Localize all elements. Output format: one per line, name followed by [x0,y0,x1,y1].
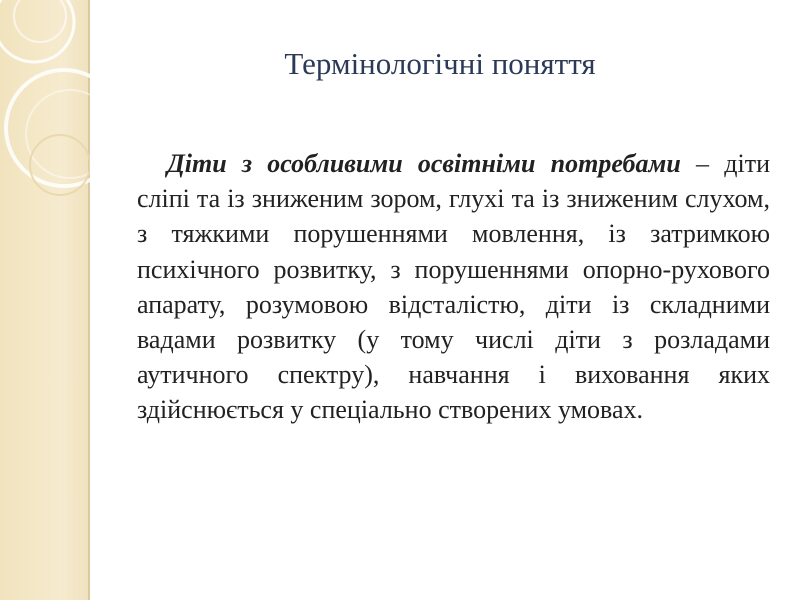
ring-top-outer [0,0,74,62]
circle-rings-decoration [0,0,90,600]
ring-middle-outer [6,70,90,186]
defined-term: Діти з особливими освітніми потребами [167,149,681,178]
definition-text: – діти сліпі та із зниженим зором, глухі та із зниженим слухом, з тяжкими порушеннями мовлення, із затримкою психічного розвитку, з порушеннями опорно-рухового апарату, розумовою відсталістю, діти із складними вадами розвитку (у тому числі діти з розладами аутичного спектру), навчання і виховання яких здійснюється у спеціально створених умовах. [137,149,770,425]
definition-paragraph [137,146,770,428]
ring-top-inner [14,0,66,42]
slide-title: Термінологічні поняття [284,46,596,81]
ring-middle-inner [26,90,90,178]
